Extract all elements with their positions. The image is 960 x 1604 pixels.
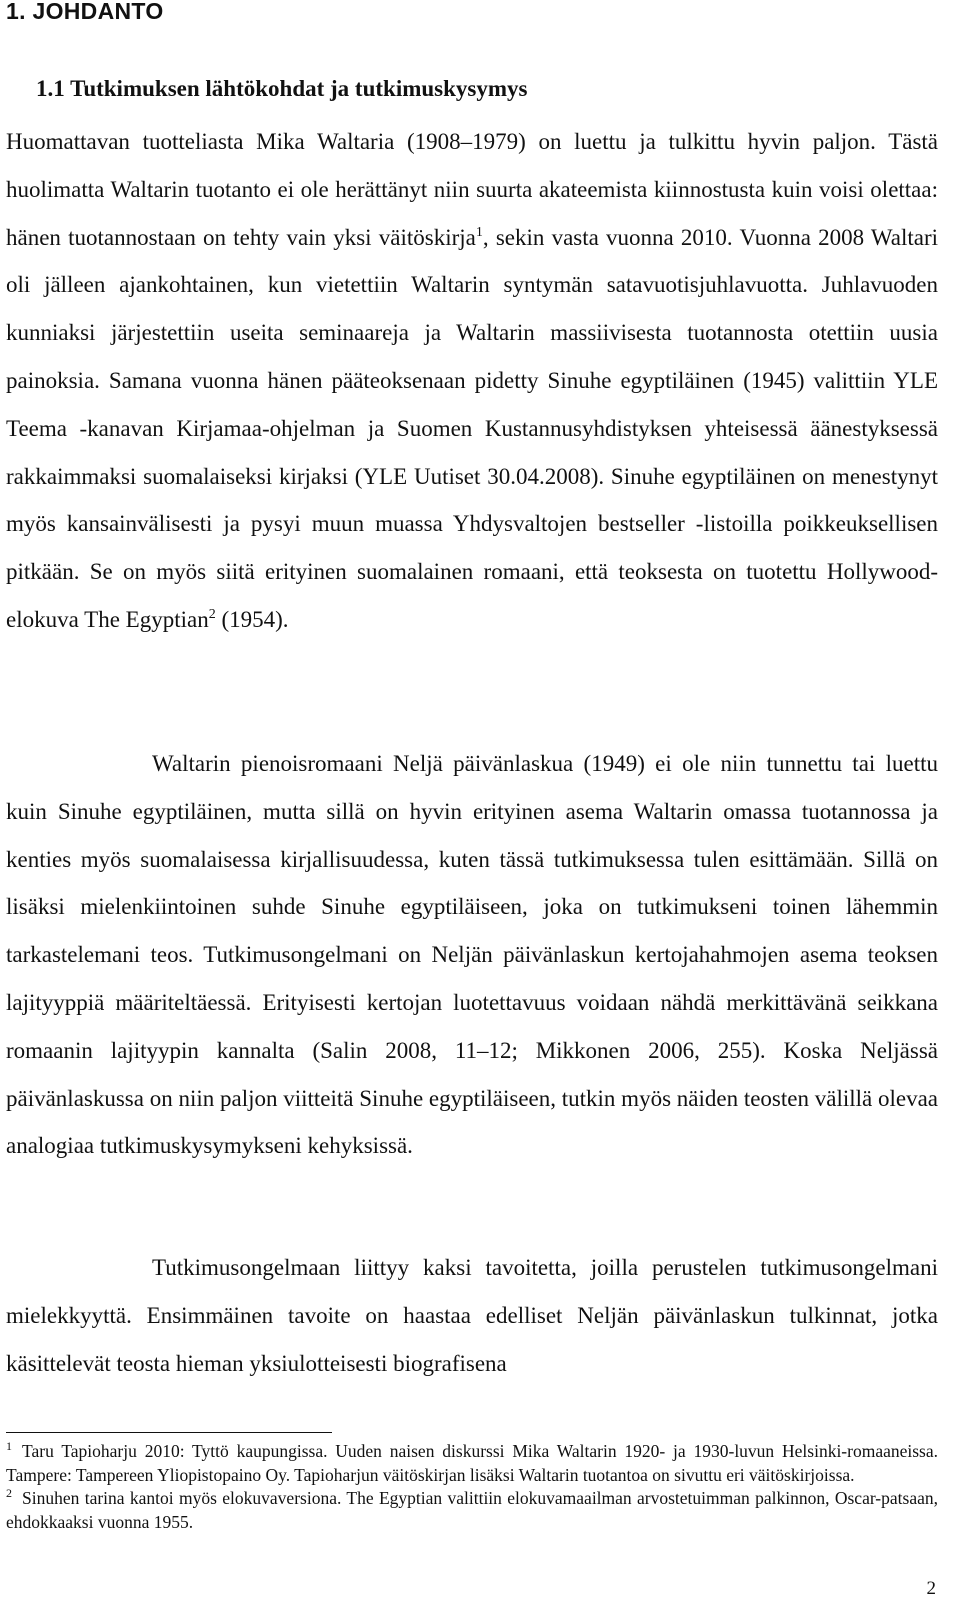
footnote-1 bbox=[6, 1440, 938, 1487]
paragraph-1-text-a: Huomattavan tuotteliasta Mika Waltaria (1908–1979) on luettu ja tulkittu hyvin paljon. Tästä huolimatta Waltarin tuotanto ei ole herättänyt niin suurta akateemista kiinnostusta kuin voisi olettaa: hänen tuotannostaan on tehty vain yksi väitöskirja bbox=[6, 129, 938, 250]
body-paragraph-1 bbox=[6, 118, 938, 644]
page-number: 2 bbox=[926, 1578, 936, 1599]
footnote-number-2: 2 bbox=[6, 1486, 12, 1500]
body-paragraph-2: Waltarin pienoisromaani Neljä päivänlaskua (1949) ei ole niin tunnettu tai luettu kuin Sinuhe egyptiläinen, mutta sillä on hyvin erityinen asema Waltarin omassa tuotannossa ja kenties myös suomalaisessa kirjallisuudessa, kuten tässä tutkimuksessa tulen esittämään. Sillä on lisäksi mielenkiintoinen suhde Sinuhe egyptiläiseen, joka on tutkimukseni toinen lähemmin tarkastelemani teos. Tutkimusongelmani on Neljän päivänlaskun kertojahahmojen asema teoksen lajityyppiä määriteltäessä. Erityisesti kertojan luotettavuus voidaan nähdä merkittävänä seikkana romaanin lajityypin kannalta (Salin 2008, 11–12; Mikkonen 2006, 255). Koska Neljässä päivänlaskussa on niin paljon viitteitä Sinuhe egyptiläiseen, tutkin myös näiden teosten välillä olevaa analogiaa tutkimuskysymykseni kehyksissä. bbox=[6, 751, 938, 1159]
footnote-text-1: Taru Tapioharju 2010: Tyttö kaupungissa. Uuden naisen diskurssi Mika Waltarin 1920- ja 1930-luvun Helsinki-romaaneissa. Tampere: Tampereen Yliopistopaino Oy. Tapioharjun väitöskirjan lisäksi Waltarin tuotantoa on sivuttu eri väitöskirjoissa. bbox=[6, 1441, 938, 1485]
footnote-ref-1[interactable]: 1 bbox=[475, 224, 483, 240]
body-paragraph-3: Tutkimusongelmaan liittyy kaksi tavoitetta, joilla perustelen tutkimusongelmani mielekkyyttä. Ensimmäinen tavoite on haastaa edelliset Neljän päivänlaskun tulkinnat, jotka käsittelevät teosta hieman yksiulotteisesti biografisena bbox=[6, 1255, 938, 1376]
paragraph-1-text-b: , sekin vasta vuonna 2010. Vuonna 2008 Waltari oli jälleen ajankohtainen, kun vietettiin Waltarin syntymän satavuotisjuhlavuotta. Juhlavuoden kunniaksi järjestettiin useita seminaareja ja Waltarin massiivisesta tuotannosta otettiin uusia painoksia. Samana vuonna hänen pääteoksenaan pidetty Sinuhe egyptiläinen (1945) valittiin YLE Teema -kanavan Kirjamaa-ohjelman ja Suomen Kustannusyhdistyksen yhteisessä äänestyksessä rakkaimmaksi suomalaiseksi kirjaksi (YLE Uutiset 30.04.2008). Sinuhe egyptiläinen on menestynyt myös kansainvälisesti ja pysyi muun muassa Yhdysvaltojen bestseller -listoilla poikkeuksellisen pitkään. Se on myös siitä erityinen suomalainen romaani, että teoksesta on tuotettu Hollywood-elokuva The Egyptian bbox=[6, 224, 938, 632]
chapter-heading: 1. JOHDANTO bbox=[6, 0, 164, 24]
footnote-ref-2[interactable]: 2 bbox=[208, 606, 216, 622]
section-heading: 1.1 Tutkimuksen lähtökohdat ja tutkimuskysymys bbox=[36, 76, 528, 101]
paragraph-1-text-c: (1954). bbox=[215, 606, 289, 632]
footnotes bbox=[6, 1440, 938, 1534]
footnote-2 bbox=[6, 1487, 938, 1534]
footnote-text-2: Sinuhen tarina kantoi myös elokuvaversiona. The Egyptian valittiin elokuvamaailman arvostetuimman palkinnon, Oscar-patsaan, ehdokkaaksi vuonna 1955. bbox=[6, 1488, 938, 1532]
footnote-separator bbox=[6, 1432, 332, 1433]
footnote-number-1: 1 bbox=[6, 1439, 12, 1453]
